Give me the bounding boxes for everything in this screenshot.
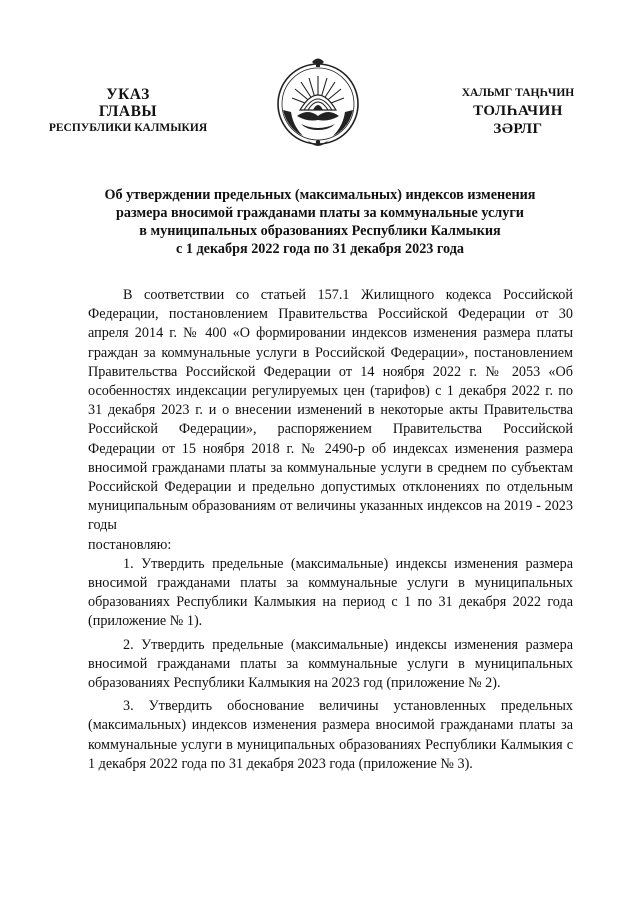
header-left-line1: УКАЗ	[106, 86, 150, 103]
item-1-paragraph: 1. Утвердить предельные (максимальные) индексы изменения размера вносимой гражданами платы за коммунальные услуги в муниципальных образованиях Республики Калмыкия на период с 1 по 31 декабря 2022 года (приложение № 1).	[88, 555, 573, 630]
document-title	[60, 186, 580, 258]
title-line3: в муниципальных образованиях Республики Калмыкия	[139, 223, 501, 239]
header-left	[28, 86, 228, 137]
title-line4: с 1 декабря 2022 года по 31 декабря 2023 года	[176, 241, 464, 257]
header-right	[430, 84, 606, 138]
document-body	[88, 286, 573, 774]
title-line2: размера вносимой гражданами платы за коммунальные услуги	[116, 205, 524, 221]
decree-word: постановляю:	[88, 536, 172, 553]
header-right-line3: ЗӘРЛГ	[493, 121, 543, 137]
coat-of-arms-emblem	[273, 56, 363, 152]
item-3-paragraph: 3. Утвердить обоснование величины установленных предельных (максимальных) индексов изменения размера вносимой гражданами платы за коммунальные услуги в муниципальных образованиях Республики Калмыкия с 1 декабря 2022 года по 31 декабря 2023 года (приложение № 3).	[88, 698, 573, 772]
header-left-line3: РЕСПУБЛИКИ КАЛМЫКИЯ	[48, 122, 208, 134]
preamble-paragraph: В соответствии со статьей 157.1 Жилищного кодекса Российской Федерации, постановлением Правительства Российской Федерации от 30 апреля 2014 г. № 400 «О формировании индексов изменения размера платы граждан за коммунальные услуги в Российской Федерации», постановлением Правительства Российской Федерации от 14 ноября 2022 г. № 2053 «Об особенностях индексации регулируемых цен (тарифов) с 1 декабря 2022 г. по 31 декабря 2023 г. и о внесении изменений в некоторые акты Правительства Российской Федерации», распоряжением Правительства Российской Федерации от 15 ноября 2018 г. № 2490-р об индексах изменения размера вносимой гражданами платы за коммунальные услуги в среднем по субъектам Российской Федерации и предельно допустимых отклонениях по отдельным муниципальным образованиям от величины указанных индексов на 2019 - 2023 годы	[88, 287, 573, 534]
title-line1: Об утверждении предельных (максимальных) индексов изменения	[104, 187, 536, 203]
item-2-paragraph: 2. Утвердить предельные (максимальные) индексы изменения размера вносимой гражданами платы за коммунальные услуги в муниципальных образованиях Республики Калмыкия на 2023 год (приложение № 2).	[88, 636, 573, 692]
header-left-line2: ГЛАВЫ	[98, 103, 158, 120]
header-right-line2: ТОЛҺАЧИН	[473, 103, 563, 119]
header-right-line1: ХАЛЬМГ ТАҢҺЧИН	[461, 87, 575, 99]
